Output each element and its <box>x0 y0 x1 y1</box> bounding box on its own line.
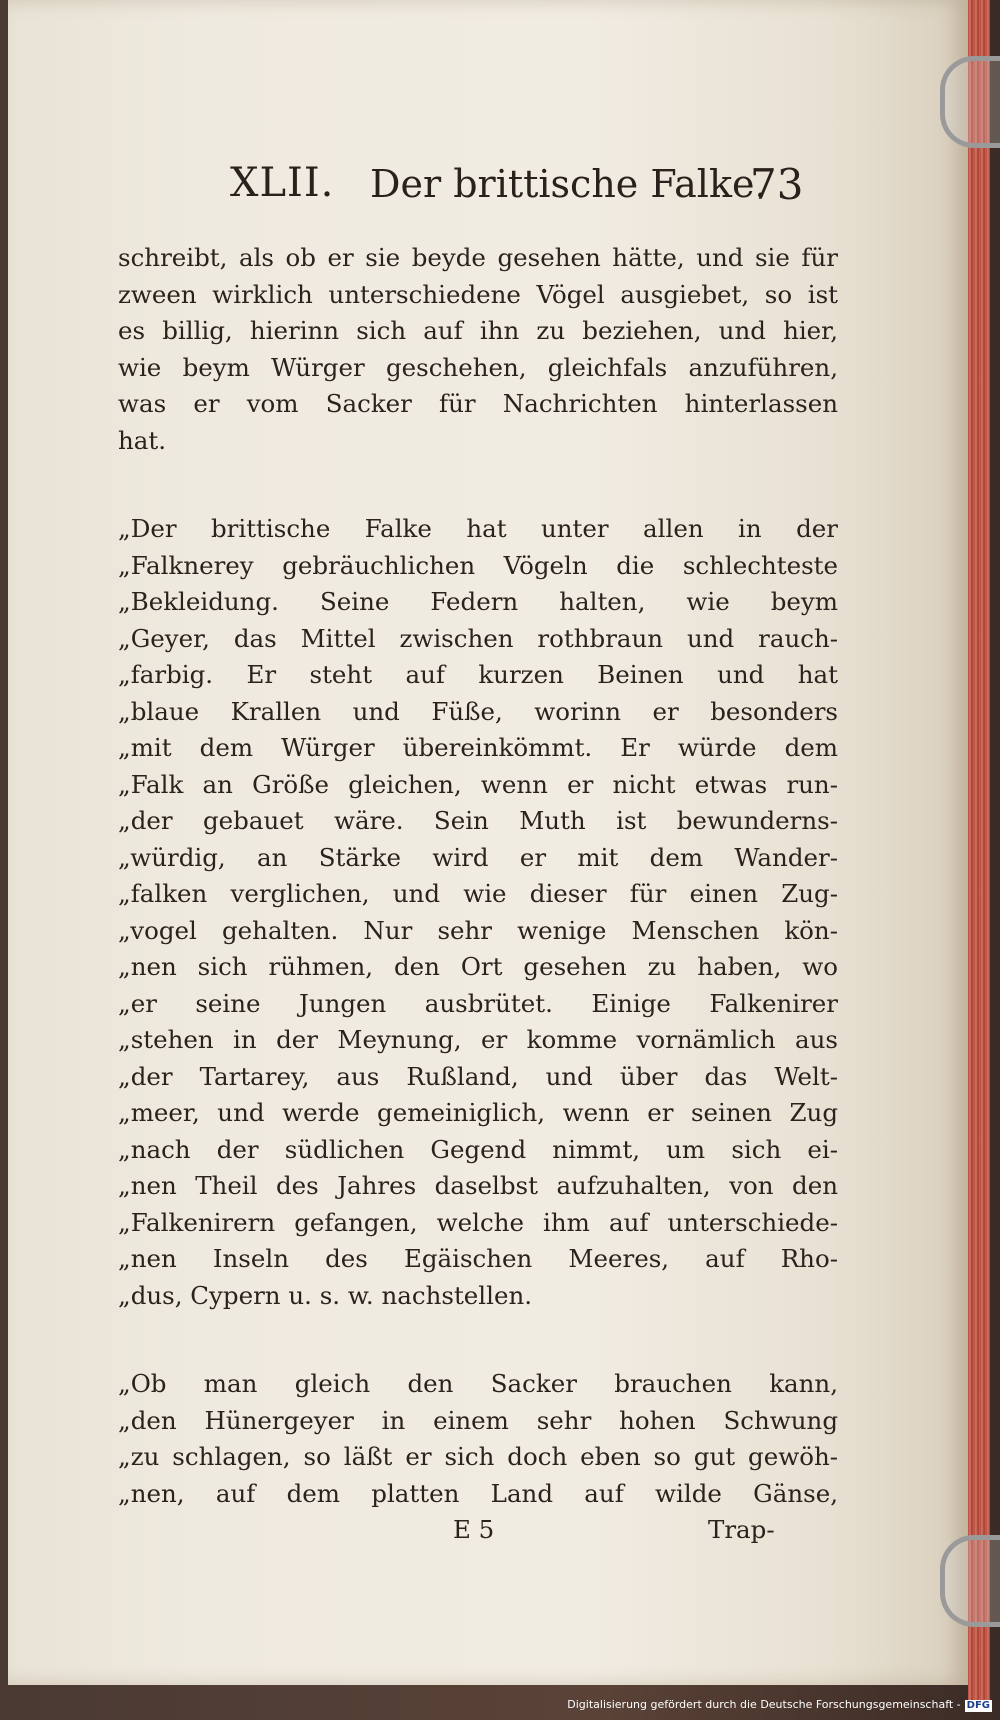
text-line: „falken verglichen, und wie dieser für einen Zug- <box>118 879 838 908</box>
page-clip-top <box>940 56 1000 148</box>
text-line: „dus, Cypern u. s. w. nachstellen. <box>118 1280 533 1310</box>
text-line: „stehen in der Meynung, er komme vornämlich aus <box>118 1025 838 1054</box>
text-line: „den Hünergeyer in einem sehr hohen Schwung <box>118 1405 838 1435</box>
chapter-number: XLII. <box>230 160 335 206</box>
text-line: „nen sich rühmen, den Ort gesehen zu haben, wo <box>118 952 838 981</box>
text-line: hat. <box>118 425 167 455</box>
digitization-credit <box>0 1698 992 1712</box>
text-line: „Der brittische Falke hat unter allen in der <box>118 514 838 543</box>
text-line: „der Tartarey, aus Rußland, und über das Welt- <box>118 1061 838 1091</box>
running-head <box>230 160 810 222</box>
text-line: „er seine Jungen ausbrütet. Einige Falkenirer <box>118 988 838 1018</box>
signature-mark: E 5 <box>453 1515 495 1544</box>
text-line: „Falkenirern gefangen, welche ihm auf unterschiede- <box>118 1207 838 1237</box>
text-line: „nen Inseln des Egäischen Meeres, auf Rho- <box>118 1244 838 1273</box>
text-line: „Falk an Größe gleichen, wenn er nicht etwas run- <box>118 769 838 799</box>
text-line: „würdig, an Stärke wird er mit dem Wander- <box>118 842 838 872</box>
text-line: „Bekleidung. Seine Federn halten, wie beym <box>118 587 838 616</box>
credit-text: Digitalisierung gefördert durch die Deutsche Forschungsgemeinschaft - <box>567 1698 961 1711</box>
paragraph-2 <box>118 511 838 1314</box>
text-line: wie beym Würger geschehen, gleichfals anzuführen, <box>118 352 838 382</box>
paragraph-3 <box>118 1366 838 1512</box>
catchword: Trap- <box>708 1515 775 1544</box>
text-line: was er vom Sacker für Nachrichten hinterlassen <box>118 389 838 418</box>
text-line: „farbig. Er steht auf kurzen Beinen und hat <box>118 660 838 689</box>
text-line: „zu schlagen, so läßt er sich doch eben so gut gewöh- <box>118 1442 838 1471</box>
paragraph-1 <box>118 240 838 459</box>
text-line: „blaue Krallen und Füße, worinn er besonders <box>118 696 838 726</box>
page-number: 73 <box>750 160 804 209</box>
text-line: es billig, hierinn sich auf ihn zu beziehen, und hier, <box>118 316 838 345</box>
text-line: „nen, auf dem platten Land auf wilde Gänse, <box>118 1478 838 1508</box>
text-line: schreibt, als ob er sie beyde gesehen hätte, und sie für <box>118 243 838 272</box>
text-line: zween wirklich unterschiedene Vögel ausgiebet, so ist <box>118 279 838 309</box>
text-line: „Falknerey gebräuchlichen Vögeln die schlechteste <box>118 550 838 580</box>
text-line: „der gebauet wäre. Sein Muth ist bewunderns- <box>118 806 838 835</box>
text-line: „meer, und werde gemeiniglich, wenn er seinen Zug <box>118 1098 838 1127</box>
text-line: „nach der südlichen Gegend nimmt, um sich ei- <box>118 1134 838 1164</box>
dfg-logo: DFG <box>966 1700 990 1711</box>
body-text <box>118 240 838 1548</box>
text-line: „nen Theil des Jahres daselbst aufzuhalten, von den <box>118 1171 838 1200</box>
chapter-title: Der brittische Falke. <box>370 162 767 206</box>
text-line: „mit dem Würger übereinkömmt. Er würde dem <box>118 733 838 762</box>
text-line: „Geyer, das Mittel zwischen rothbraun und rauch- <box>118 623 838 653</box>
text-line: „vogel gehalten. Nur sehr wenige Menschen kön- <box>118 915 838 945</box>
page-clip-bottom <box>940 1535 1000 1627</box>
page-footer <box>118 1512 838 1548</box>
text-line: „Ob man gleich den Sacker brauchen kann, <box>118 1369 838 1398</box>
page-edge <box>968 0 990 1700</box>
